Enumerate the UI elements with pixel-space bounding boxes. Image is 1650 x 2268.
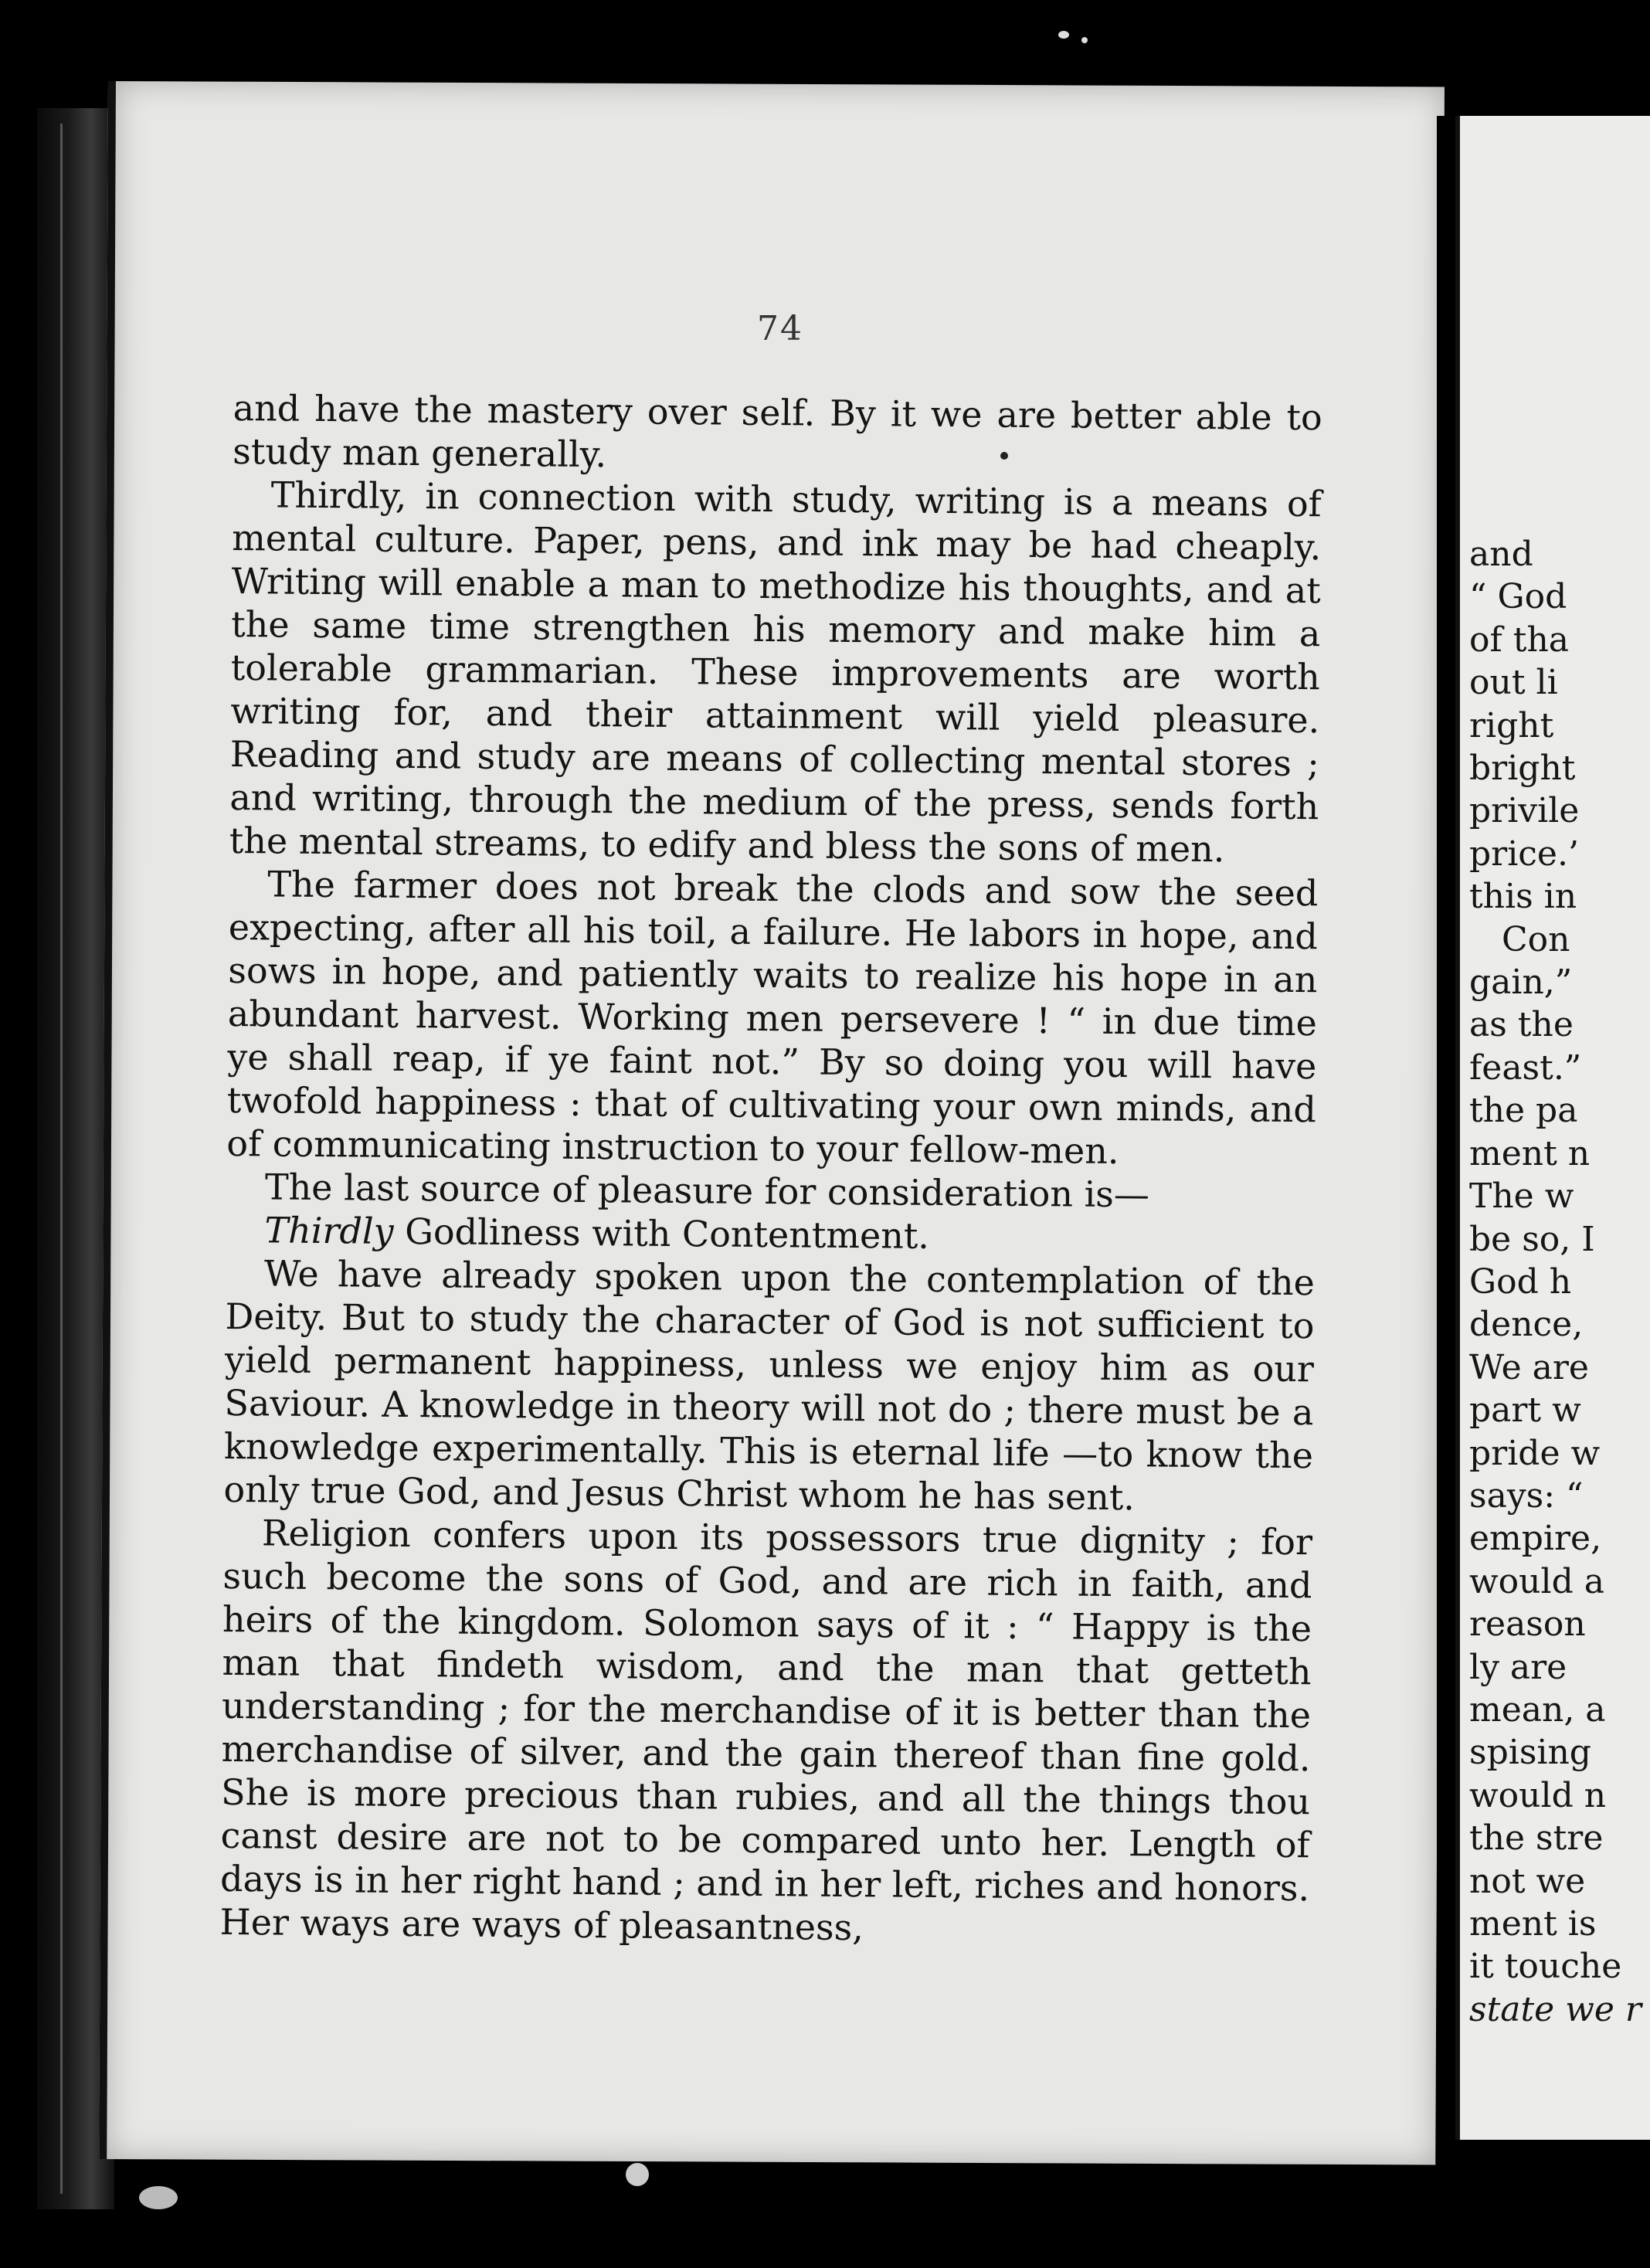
facing-page-line: would a [1469,1561,1604,1601]
facing-page-line: Con [1469,919,1570,959]
facing-page-line: empire, [1469,1519,1602,1559]
facing-page-line: the pa [1469,1091,1578,1131]
facing-page-line: dence, [1469,1305,1584,1345]
facing-page-line: be so, I [1469,1219,1595,1259]
facing-page-line: says: “ [1469,1475,1584,1516]
facing-page-line: not we [1469,1861,1586,1901]
ink-dot [1000,452,1008,460]
facing-page-line: ly are [1469,1647,1567,1687]
facing-page-line: gain,” [1469,963,1573,1003]
facing-page [1455,116,1650,2140]
paragraph: Thirdly Godliness with Contentment. [264,1209,930,1257]
facing-page-line: part w [1469,1390,1581,1431]
paragraph: The last source of pleasure for consideration is— [264,1166,1150,1216]
facing-page-line: this in [1469,877,1577,917]
paragraph: Thirdly, in connection with study, writing is a means of mental culture. Paper, pens, and ink may be had cheaply. Writing will enable a man to methodize his thoughts, and at the same time strengthen his memory and make him a tolerable grammarian. These improvements are worth writing for, and their attainment will yield pleasure. Reading and study are means of collecting mental stores ; and writing, through the medium of the press, sends forth the mental streams, to edify and bless the sons of men. [229,474,1322,871]
paper-speck [1058,31,1069,39]
facing-page-text [1469,533,1642,2031]
facing-page-line: right [1469,705,1554,745]
facing-page-line: reason [1469,1604,1586,1645]
facing-page-line: it touche [1469,1947,1622,1987]
paragraph: Religion confers upon its possessors true dignity ; for such become the sons of God, and are rich in faith, and heirs of the kingdom. Solomon says of it : “ Happy is the man that findeth wisdom, and the man that getteth understanding ; for the merchandise of it is better than the merchandise of silver, and the gain thereof than fine gold. She is more precious than rubies, and all the things thou canst desire are not to be compared unto her. Length of days is in her right hand ; and in her left, riches and honors. Her ways are ways of pleasantness, [219,1512,1313,1949]
paper-speck [139,2186,178,2209]
facing-page-line: would n [1469,1775,1607,1815]
facing-page-line: as the [1469,1005,1574,1045]
facing-page-line: spising [1469,1733,1591,1773]
page-number: 74 [757,309,803,348]
facing-page-line: bright [1469,749,1576,789]
paper-speck [626,2163,649,2186]
facing-page-line: ment is [1469,1904,1597,1944]
facing-page-line: We are [1469,1347,1589,1387]
page-gutter [1437,116,1452,2202]
spine-edge [60,124,63,2194]
paragraph: We have already spoken upon the contemplation of the Deity. But to study the character of God is not sufficient to yield permanent happiness, unless we enjoy him as our Saviour. A knowledge in theory will not do ; there must be a knowledge experimentally. This is eternal life —to know the only true God, and Jesus Christ whom he has sent. [223,1252,1316,1519]
facing-page-line: feast.” [1469,1047,1582,1088]
paragraph: The farmer does not break the clods and sow the seed expecting, after all his toil, a failure. He labors in hope, and sows in hope, and patiently waits to realize his hope in an abundant harvest. Working men persevere ! “ in due time ye shall reap, if ye faint not.” By so doing you will have twofold happiness : that of cultivating your own minds, and of communicating instruction to your fellow-men. [226,863,1319,1173]
facing-page-line: state we r [1469,1989,1642,2029]
facing-page-line: privile [1469,791,1580,831]
facing-page-line: pride w [1469,1433,1601,1473]
facing-page-line: the stre [1469,1818,1604,1859]
facing-page-line: ment n [1469,1133,1591,1173]
facing-page-line: and [1469,535,1533,574]
facing-page-line: price.’ [1469,834,1579,874]
paper-speck [1081,37,1088,43]
facing-page-line: God h [1469,1261,1572,1302]
paragraph: and have the mastery over self. By it we are better able to study man generally. [233,386,1322,476]
facing-page-line: of tha [1469,620,1570,660]
facing-page-line: out li [1469,663,1558,703]
facing-page-line: mean, a [1469,1689,1606,1730]
left-page-text [219,386,1322,1953]
facing-page-line: The w [1469,1176,1574,1217]
facing-page-line: “ God [1469,577,1567,617]
